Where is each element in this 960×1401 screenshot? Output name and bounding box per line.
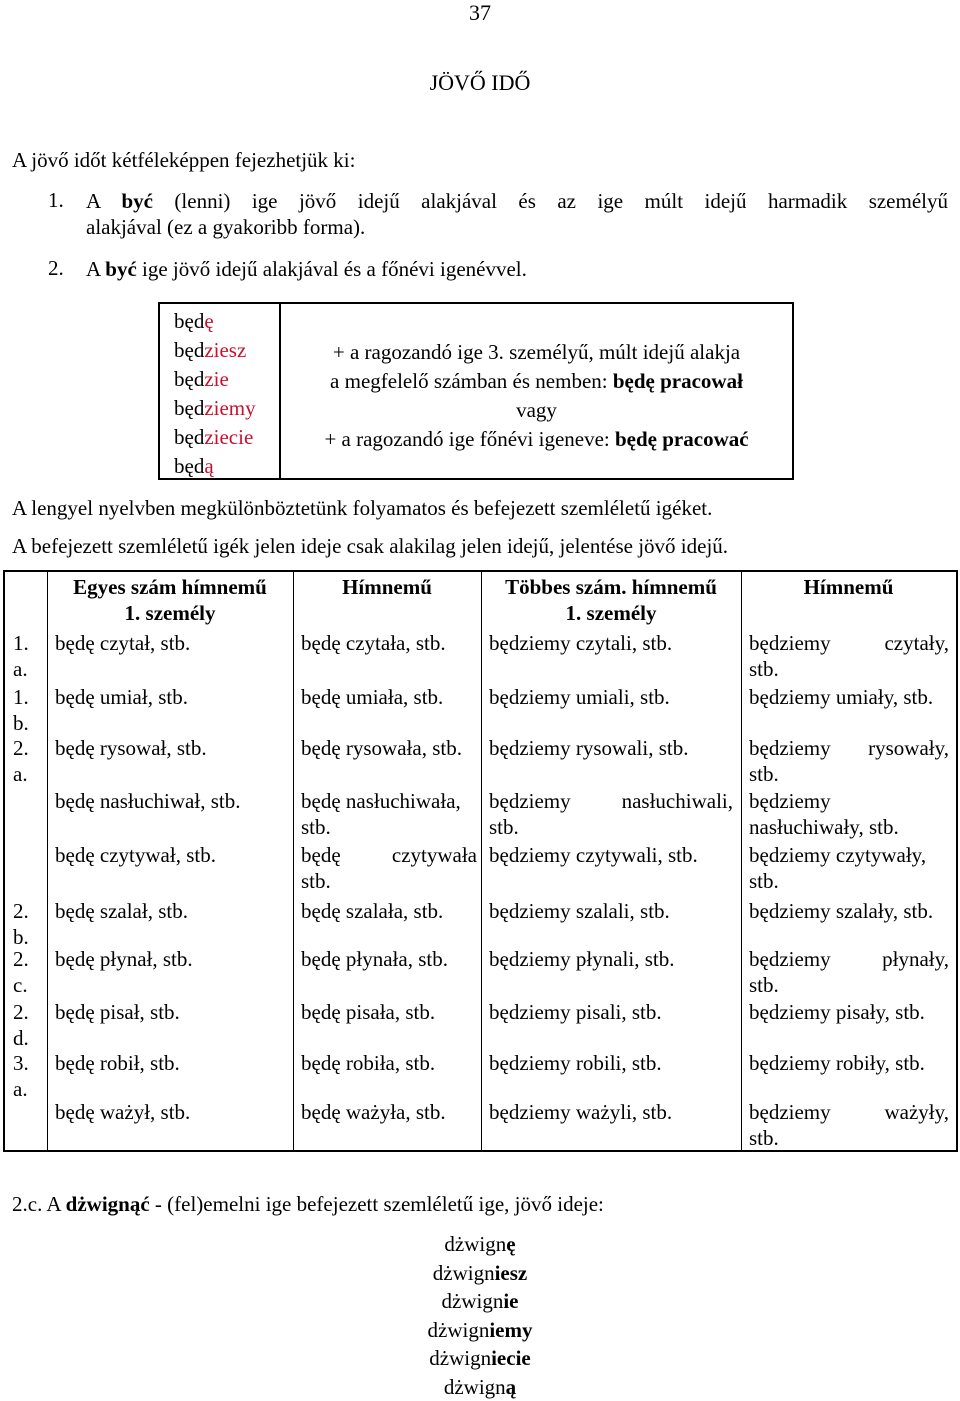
verb-form: dżwigną <box>0 1373 960 1401</box>
form-bedziemy: będziemy <box>174 394 256 423</box>
form-bede: będę <box>174 307 214 336</box>
table-cell: będziemy pisali, stb. <box>489 999 662 1025</box>
form-bedziecie: będziecie <box>174 423 253 452</box>
table-cell: będziemy szalały, stb. <box>749 898 933 924</box>
table-cell: będziemy pisały, stb. <box>749 999 925 1025</box>
footer-post: - (fel)emelni ige befejezett szemléletű ige, jövő ideje: <box>150 1192 604 1216</box>
form-bedzie: będzie <box>174 365 229 394</box>
rule-column <box>281 304 792 478</box>
form-bedziesz: będziesz <box>174 336 246 365</box>
table-cell: będę nasłuchiwała, <box>301 788 461 814</box>
table-cell: będę czytała, stb. <box>301 630 446 656</box>
table-cell: stb. <box>749 972 779 998</box>
page-title: JÖVŐ IDŐ <box>0 70 960 96</box>
table-cell: będziemy rysowali, stb. <box>489 735 688 761</box>
rule-line-1: + a ragozandó ige 3. személyű, múlt idejű alakja <box>281 338 792 367</box>
table-cell: będę szalał, stb. <box>55 898 188 924</box>
table-cell: będziemy czytywali, stb. <box>489 842 698 868</box>
table-cell: nasłuchiwały, stb. <box>749 814 899 840</box>
table-cell: będę <box>301 842 341 868</box>
rule-line-4: + a ragozandó ige főnévi igeneve: będę pracować <box>281 425 792 454</box>
form-beda: będą <box>174 452 214 481</box>
table-cell: będziemy umiały, stb. <box>749 684 933 710</box>
header-col-4: Hímnemű <box>741 574 956 600</box>
table-cell: rysowały, <box>749 735 949 761</box>
row-label: 2. b. <box>13 898 29 950</box>
table-cell: będę umiał, stb. <box>55 684 188 710</box>
table-cell: ważyły, <box>749 1099 949 1125</box>
row-label: 2. a. <box>13 735 29 787</box>
rule-line-3: vagy <box>281 396 792 425</box>
row-label: 1. a. <box>13 630 29 682</box>
table-cell: będę nasłuchiwał, stb. <box>55 788 240 814</box>
table-cell: będę ważyła, stb. <box>301 1099 446 1125</box>
list-item-1 <box>86 188 948 214</box>
table-cell: będę rysowała, stb. <box>301 735 462 761</box>
table-cell: będziemy <box>749 735 831 761</box>
verb-form: dżwignie <box>0 1287 960 1316</box>
table-cell: będziemy <box>749 1099 831 1125</box>
table-cell: będę rysował, stb. <box>55 735 207 761</box>
table-cell: będziemy szalali, stb. <box>489 898 670 924</box>
table-cell: nasłuchiwali, <box>489 788 733 814</box>
table-cell: czytywała <box>301 842 477 868</box>
header-col-1: Egyes szám hímnemű 1. személy <box>47 574 293 626</box>
table-cell: będziemy robiły, stb. <box>749 1050 925 1076</box>
table-cell: będę robiła, stb. <box>301 1050 435 1076</box>
conjugation-table <box>3 570 958 1152</box>
intro-text: A jövő időt kétféleképpen fejezhetjük ki: <box>12 148 355 173</box>
table-cell: stb. <box>301 814 331 840</box>
list-item-2-pre: A <box>86 257 105 281</box>
table-cell: czytały, <box>749 630 949 656</box>
header-col-2: Hímnemű <box>293 574 481 600</box>
verb-form: dżwigniemy <box>0 1316 960 1345</box>
list-number-1: 1. <box>48 188 64 213</box>
row-label: 1. b. <box>13 684 29 736</box>
table-cell: będziemy czytali, stb. <box>489 630 672 656</box>
row-label: 2. d. <box>13 999 29 1051</box>
row-label: 3. a. <box>13 1050 29 1102</box>
table-cell: będziemy <box>489 788 571 814</box>
table-cell: stb. <box>749 761 779 787</box>
table-cell: będę umiała, stb. <box>301 684 443 710</box>
table-cell: będę ważył, stb. <box>55 1099 190 1125</box>
table-cell: będziemy <box>749 630 831 656</box>
footer-pre: 2.c. A <box>12 1192 66 1216</box>
table-cell: będziemy <box>749 946 831 972</box>
table-cell: stb. <box>749 656 779 682</box>
table-cell: będę szalała, stb. <box>301 898 443 924</box>
table-cell: stb. <box>749 1125 779 1151</box>
paragraph-1: A lengyel nyelvben megkülönböztetünk folyamatos és befejezett szemléletű igéket. <box>12 495 952 521</box>
rule-line-2: a megfelelő számban és nemben: będę pracował <box>281 367 792 396</box>
table-cell: będziemy robili, stb. <box>489 1050 662 1076</box>
paragraph-2: A befejezett szemléletű igék jelen ideje csak alakilag jelen idejű, jelentése jövő idejű. <box>12 533 952 559</box>
table-cell: będziemy ważyli, stb. <box>489 1099 672 1125</box>
table-cell: stb. <box>489 814 519 840</box>
table-cell: będę płynał, stb. <box>55 946 193 972</box>
verb-form: dżwigniesz <box>0 1259 960 1288</box>
list-item-2 <box>86 256 948 282</box>
list-number-2: 2. <box>48 256 64 281</box>
page-number: 37 <box>0 0 960 26</box>
header-col-3: Többes szám. hímnemű 1. személy <box>481 574 741 626</box>
table-cell: stb. <box>301 868 331 894</box>
table-cell: będziemy płynali, stb. <box>489 946 674 972</box>
verb-form: dżwignę <box>0 1230 960 1259</box>
footer-verb: dżwignąć <box>66 1192 150 1216</box>
conjugation-box <box>158 302 794 480</box>
table-cell: stb. <box>749 868 779 894</box>
list-item-1-pre: A <box>86 189 121 213</box>
list-item-1-post: (lenni) ige jövő idejű alakjával és az ige múlt idejű harmadik személyű <box>153 189 948 213</box>
list-item-1-line2: alakjával (ez a gyakoribb forma). <box>86 214 948 240</box>
table-cell: płynały, <box>749 946 949 972</box>
table-cell: będę robił, stb. <box>55 1050 180 1076</box>
table-cell: będę płynała, stb. <box>301 946 448 972</box>
table-cell: będę czytał, stb. <box>55 630 190 656</box>
table-cell: będę pisał, stb. <box>55 999 180 1025</box>
byc-forms-column <box>160 304 281 478</box>
footer-line <box>12 1192 604 1217</box>
table-cell: będziemy <box>749 788 831 814</box>
list-item-2-verb: być <box>105 257 137 281</box>
list-item-2-post: ige jövő idejű alakjával és a főnévi igenévvel. <box>137 257 527 281</box>
table-cell: będziemy umiali, stb. <box>489 684 670 710</box>
table-cell: będę pisała, stb. <box>301 999 435 1025</box>
verb-form: dżwigniecie <box>0 1344 960 1373</box>
table-cell: będziemy czytywały, <box>749 842 926 868</box>
list-item-1-verb: być <box>121 189 153 213</box>
table-cell: będę czytywał, stb. <box>55 842 216 868</box>
row-label: 2. c. <box>13 946 29 998</box>
